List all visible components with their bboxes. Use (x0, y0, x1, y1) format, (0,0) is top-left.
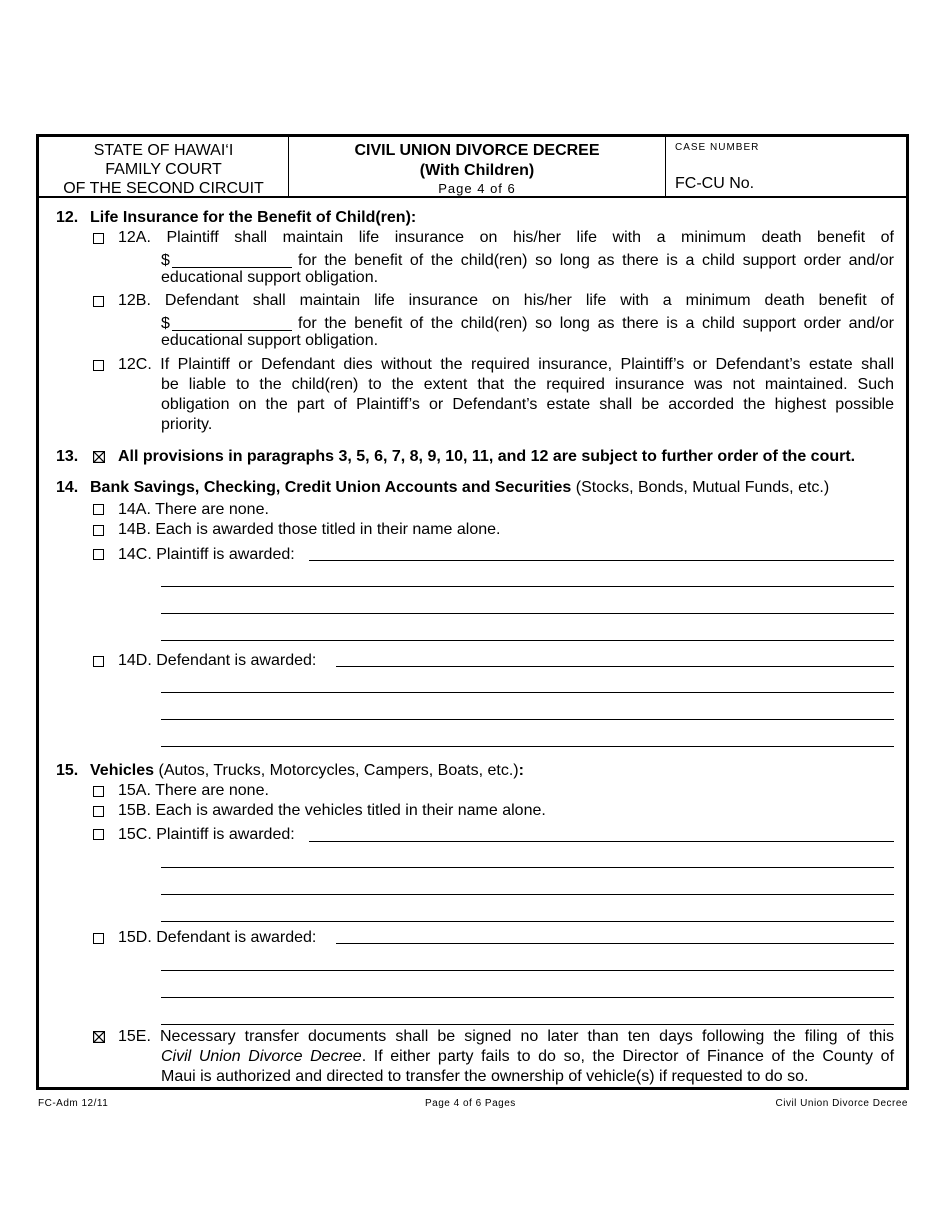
section-12-number: 12. (56, 209, 79, 226)
checkbox-15c[interactable] (93, 829, 104, 840)
header-page-number: Page 4 of 6 (438, 181, 516, 196)
item-14c-field-3[interactable] (161, 613, 894, 614)
checkbox-15e-checked[interactable] (93, 1031, 105, 1043)
checkbox-15d[interactable] (93, 933, 104, 944)
item-15b: 15B. Each is awarded the vehicles titled in their name alone. (118, 802, 546, 819)
item-15a: 15A. There are none. (118, 782, 269, 799)
court-line-3: OF THE SECOND CIRCUIT (63, 180, 264, 197)
item-15c-field-4[interactable] (161, 921, 894, 922)
court-line-1: STATE OF HAWAI‘I (93, 142, 234, 159)
section-15-note: (Autos, Trucks, Motorcycles, Campers, Boats, etc.) (158, 762, 519, 779)
item-14b: 14B. Each is awarded those titled in their name alone. (118, 521, 501, 538)
item-15d: 15D. Defendant is awarded: (118, 929, 317, 946)
checkbox-14b[interactable] (93, 525, 104, 536)
document-subtitle: (With Children) (419, 162, 535, 179)
item-14d-field-2[interactable] (161, 692, 894, 693)
item-15d-field-3[interactable] (161, 997, 894, 998)
item-15c: 15C. Plaintiff is awarded: (118, 826, 295, 843)
item-14c-field-2[interactable] (161, 586, 894, 587)
item-15d-field-1[interactable] (336, 943, 894, 944)
checkbox-15a[interactable] (93, 786, 104, 797)
section-14-title: Bank Savings, Checking, Credit Union Accounts and Securities (90, 479, 572, 496)
court-line-2: FAMILY COURT (105, 161, 222, 178)
section-15-heading (90, 761, 524, 781)
item-12b-line3: educational support obligation. (161, 332, 379, 349)
form-header (39, 137, 906, 198)
checkbox-14d[interactable] (93, 656, 104, 667)
case-number-label: CASE NUMBER (675, 142, 760, 153)
section-15-colon: : (518, 762, 524, 779)
section-14-heading (90, 478, 829, 498)
document-title: CIVIL UNION DIVORCE DECREE (354, 142, 600, 159)
checkbox-15b[interactable] (93, 806, 104, 817)
footer-form-id: FC-Adm 12/11 (38, 1098, 109, 1109)
item-15d-field-4[interactable] (161, 1024, 894, 1025)
item-14c-field-4[interactable] (161, 640, 894, 641)
item-15e-line2 (161, 1047, 894, 1067)
item-14d-field-1[interactable] (336, 666, 894, 667)
item-15e-decree-title: Civil Union Divorce Decree (161, 1048, 362, 1065)
section-14-number: 14. (56, 479, 79, 496)
checkbox-12a[interactable] (93, 233, 104, 244)
item-12a-dollar: $ (161, 252, 170, 269)
item-15e-line1: 15E. Necessary transfer documents shall be signed no later than ten days following the filing of this (118, 1028, 894, 1045)
section-13-number: 13. (56, 448, 79, 465)
item-15c-field-2[interactable] (161, 867, 894, 868)
item-14d: 14D. Defendant is awarded: (118, 652, 317, 669)
item-15c-field-1[interactable] (309, 841, 894, 842)
court-name (39, 137, 289, 196)
item-12c-line3: obligation on the part of Plaintiff’s or Defendant’s estate shall be accorded the highest possible (161, 396, 894, 413)
item-14c: 14C. Plaintiff is awarded: (118, 546, 295, 563)
document-title-block (289, 137, 666, 196)
item-14d-field-3[interactable] (161, 719, 894, 720)
checkbox-14c[interactable] (93, 549, 104, 560)
item-12c-line4: priority. (161, 416, 213, 433)
item-15c-field-3[interactable] (161, 894, 894, 895)
section-15-number: 15. (56, 762, 79, 779)
item-15e-line2-rest: . If either party fails to do so, the Director of Finance of the County of (361, 1048, 895, 1065)
section-15-title: Vehicles (90, 762, 155, 779)
item-15e-line3: Maui is authorized and directed to transfer the ownership of vehicle(s) if requested to do so. (161, 1068, 809, 1085)
item-12b-line1: 12B. Defendant shall maintain life insurance on his/her life with a minimum death benefit of (118, 292, 894, 309)
checkbox-12b[interactable] (93, 296, 104, 307)
section-14-note: (Stocks, Bonds, Mutual Funds, etc.) (575, 479, 830, 496)
item-14a: 14A. There are none. (118, 501, 269, 518)
item-12b-dollar: $ (161, 315, 170, 332)
checkbox-12c[interactable] (93, 360, 104, 371)
item-12a-line1: 12A. Plaintiff shall maintain life insurance on his/her life with a minimum death benefit of (118, 229, 894, 246)
footer-document-title: Civil Union Divorce Decree (775, 1098, 908, 1109)
case-number-field[interactable]: FC-CU No. (675, 175, 755, 192)
item-12a-line3: educational support obligation. (161, 269, 379, 286)
item-12b-line2: for the benefit of the child(ren) so long as there is a child support order and/or (298, 315, 894, 332)
section-13-text: All provisions in paragraphs 3, 5, 6, 7, 8, 9, 10, 11, and 12 are subject to further order of the court. (118, 448, 856, 465)
item-14d-field-4[interactable] (161, 746, 894, 747)
item-15d-field-2[interactable] (161, 970, 894, 971)
item-12c-line1: 12C. If Plaintiff or Defendant dies without the required insurance, Plaintiff’s or Defendant’s estate shall (118, 356, 894, 373)
checkbox-13-checked[interactable] (93, 451, 105, 463)
item-12a-line2: for the benefit of the child(ren) so long as there is a child support order and/or (298, 252, 894, 269)
checkbox-14a[interactable] (93, 504, 104, 515)
item-12c-line2: be liable to the child(ren) to the extent that the required insurance was not maintained. Such (161, 376, 894, 393)
case-number-block (666, 137, 906, 196)
footer-page-number: Page 4 of 6 Pages (425, 1098, 516, 1109)
item-14c-field-1[interactable] (309, 560, 894, 561)
section-12-title: Life Insurance for the Benefit of Child(ren): (90, 209, 417, 226)
